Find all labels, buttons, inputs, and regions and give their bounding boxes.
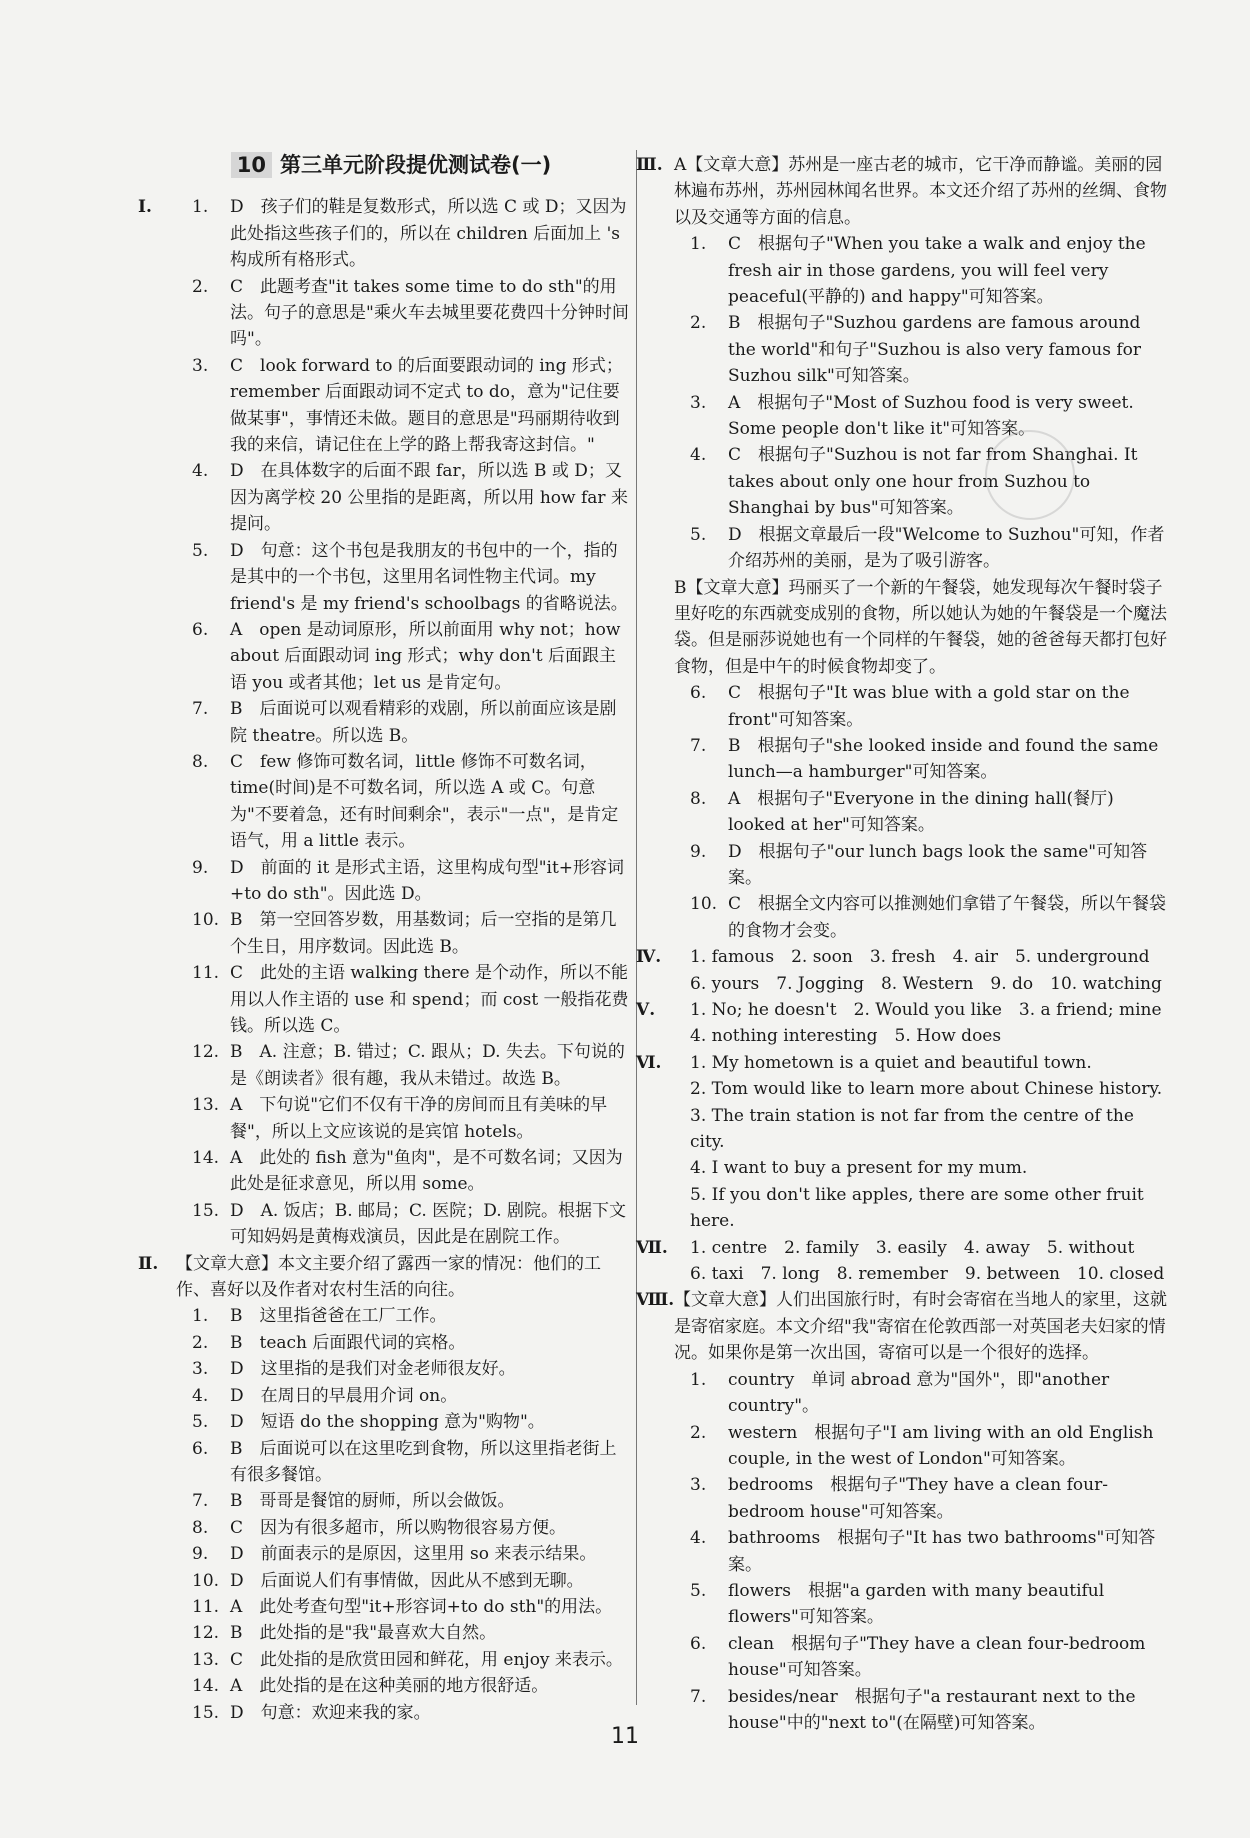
item-number: 13. — [192, 1649, 220, 1670]
answer-item — [172, 1303, 630, 1329]
item-number: 4. — [192, 461, 209, 482]
item-number: 3. — [192, 1359, 209, 1380]
item-text: D 前面表示的是原因，这里用 so 来表示结果。 — [230, 1544, 597, 1565]
item-text: B 后面说可以在这里吃到食物，所以这里指老街上有很多餐馆。 — [230, 1438, 617, 1485]
item-number: 7. — [192, 1491, 209, 1512]
answer-line: 4. I want to buy a present for my mum. — [690, 1158, 1028, 1179]
answer-item — [670, 1631, 1172, 1684]
title-text: 第三单元阶段提优测试卷(一) — [280, 153, 552, 177]
answer-item — [172, 1647, 630, 1673]
item-number: 2. — [690, 1422, 707, 1443]
answer-item — [172, 907, 630, 960]
section-5-lines — [670, 997, 1172, 1050]
item-text: B 根据句子"she looked inside and found the same lunch—a hamburger"可知答案。 — [728, 735, 1159, 783]
item-text: D 后面说人们有事情做，因此从不感到无聊。 — [230, 1570, 584, 1591]
item-number: 10. — [690, 894, 718, 915]
answer-item — [172, 1488, 630, 1514]
answer-item — [172, 1409, 630, 1435]
section-4-label: Ⅳ. — [636, 947, 662, 968]
item-number: 11. — [192, 1596, 220, 1617]
answer-line: 3. The train station is not far from the centre of the city. — [690, 1105, 1134, 1153]
right-column — [636, 152, 1172, 1736]
answer-item — [172, 1673, 630, 1699]
section-2 — [138, 1251, 630, 1726]
item-text: D A. 饭店；B. 邮局；C. 医院；D. 剧院。根据下文可知妈妈是黄梅戏演员，因此是在剧院工作。 — [230, 1200, 627, 1248]
answer-item — [670, 231, 1172, 310]
item-text: B 哥哥是餐馆的厨师，所以会做饭。 — [230, 1491, 515, 1512]
answer-item — [172, 194, 630, 273]
item-text: C 此处的主语 walking there 是个动作，所以不能用以人作主语的 use 和 spend；而 cost 一般指花费钱。所以选 C。 — [230, 963, 629, 1036]
item-number: 3. — [192, 355, 209, 376]
answer-line: 1. No; he doesn't 2. Would you like 3. a friend; mine — [690, 1000, 1162, 1020]
item-text: B A. 注意；B. 错过；C. 跟从；D. 失去。下句说的是《朗读者》很有趣，我从未错过。故选 B。 — [230, 1042, 625, 1089]
item-text: flowers 根据"a garden with many beautiful flowers"可知答案。 — [728, 1580, 1105, 1628]
item-text: D 句意：这个书包是我朋友的书包中的一个，指的是其中的一个书包，这里用名词性物主代词。my friend's 是 my friend's schoolbags 的省略说法。 — [230, 540, 628, 614]
item-number: 3. — [690, 1475, 707, 1496]
item-number: 4. — [192, 1385, 209, 1406]
item-number: 12. — [192, 1623, 220, 1644]
item-number: 11. — [192, 963, 220, 984]
item-number: 4. — [690, 1528, 707, 1549]
item-text: bedrooms 根据句子"They have a clean four-bedroom house"可知答案。 — [728, 1475, 1108, 1522]
answer-item — [172, 1356, 630, 1382]
item-number: 14. — [192, 1148, 220, 1169]
item-number: 1. — [690, 234, 707, 255]
item-text: D 在周日的早晨用介词 on。 — [230, 1385, 458, 1406]
answer-item — [172, 1515, 630, 1541]
item-text: B 这里指爸爸在工厂工作。 — [230, 1306, 447, 1327]
item-text: B 此处指的是"我"最喜欢大自然。 — [230, 1623, 497, 1644]
item-number: 2. — [192, 1332, 209, 1353]
answer-item — [172, 458, 630, 537]
item-text: C look forward to 的后面要跟动词的 ing 形式；remember 后面跟动词不定式 to do，意为"记住要做某事"，事情还未做。题目的意思是"玛丽期待收到我的来信，请记住在上学的路上帮我寄这封信。" — [230, 355, 623, 456]
answer-line: 1. famous 2. soon 3. fresh 4. air 5. underground — [690, 947, 1150, 968]
section-7 — [636, 1235, 1172, 1288]
item-text: D 这里指的是我们对金老师很友好。 — [230, 1359, 516, 1380]
section-1-items — [172, 194, 630, 1250]
item-number: 7. — [690, 1686, 707, 1707]
answer-item — [172, 1039, 630, 1092]
item-number: 9. — [690, 841, 707, 862]
item-text: B teach 后面跟代词的宾格。 — [230, 1332, 466, 1353]
item-text: C 根据句子"It was blue with a gold star on the front"可知答案。 — [728, 683, 1130, 730]
section-3-label: Ⅲ. — [636, 155, 663, 175]
section-2-label: Ⅱ. — [138, 1253, 159, 1274]
answer-item — [172, 1620, 630, 1646]
item-number: 13. — [192, 1095, 220, 1116]
section-1-label: Ⅰ. — [138, 197, 152, 218]
answer-item — [670, 1578, 1172, 1631]
answer-item — [172, 960, 630, 1039]
item-text: B 根据句子"Suzhou gardens are famous around the world"和句子"Suzhou is also very famous for Suzhou silk"可知答案。 — [728, 313, 1142, 387]
item-number: 10. — [192, 910, 220, 931]
item-text: C 因为有很多超市，所以购物很容易方便。 — [230, 1517, 567, 1538]
item-text: C few 修饰可数名词，little 修饰不可数名词，time(时间)是不可数名词，所以选 A 或 C。句意为"不要着急，还有时间剩余"，表示"一点"，是肯定语气，用 a little 表示。 — [230, 751, 619, 852]
answer-line: 4. nothing interesting 5. How does — [690, 1026, 1002, 1047]
item-number: 6. — [690, 683, 707, 704]
answer-item — [670, 891, 1172, 944]
item-number: 10. — [192, 1570, 220, 1591]
answer-item — [670, 390, 1172, 443]
item-text: bathrooms 根据句子"It has two bathrooms"可知答案。 — [728, 1528, 1156, 1575]
section-8 — [636, 1287, 1172, 1736]
answer-item — [670, 786, 1172, 839]
answer-item — [670, 839, 1172, 892]
item-number: 7. — [690, 735, 707, 756]
item-number: 12. — [192, 1042, 220, 1063]
item-number: 5. — [690, 524, 707, 545]
item-text: D 根据句子"our lunch bags look the same"可知答案。 — [728, 841, 1148, 888]
item-text: western 根据句子"I am living with an old English couple, in the west of London"可知答案。 — [728, 1422, 1154, 1469]
answer-item — [670, 1367, 1172, 1420]
answer-item — [172, 1594, 630, 1620]
column-divider — [636, 150, 637, 1705]
answer-item — [172, 617, 630, 696]
item-text: D 孩子们的鞋是复数形式，所以选 C 或 D；又因为此处指这些孩子们的，所以在 children 后面加上 's 构成所有格形式。 — [230, 197, 627, 271]
section-3b-summary: B【文章大意】玛丽买了一个新的午餐袋，她发现每次午餐时袋子里好吃的东西就变成别的食物，所以她认为她的午餐袋是一个魔法袋。但是丽莎说她也有一个同样的午餐袋，她的爸爸每天都打包好食物，但是中午的时候食物却变了。 — [674, 577, 1167, 677]
left-column — [138, 148, 630, 1726]
item-text: besides/near 根据句子"a restaurant next to the house"中的"next to"(在隔壁)可知答案。 — [728, 1686, 1136, 1733]
answer-item — [172, 696, 630, 749]
item-number: 3. — [690, 392, 707, 413]
item-text: C 此处指的是欣赏田园和鲜花，用 enjoy 来表示。 — [230, 1649, 623, 1670]
item-number: 6. — [690, 1633, 707, 1654]
section-4-lines — [670, 944, 1172, 997]
answer-item — [172, 1330, 630, 1356]
item-text: country 单词 abroad 意为"国外"，即"another country"。 — [728, 1369, 1110, 1417]
item-number: 4. — [690, 445, 707, 466]
item-number: 5. — [192, 1412, 209, 1433]
answer-item — [670, 1420, 1172, 1473]
section-8-label: Ⅷ. — [636, 1290, 675, 1311]
item-number: 9. — [192, 857, 209, 878]
item-text: A 根据句子"Most of Suzhou food is very sweet. Some people don't like it"可知答案。 — [728, 392, 1134, 440]
item-number: 2. — [192, 276, 209, 297]
section-6 — [636, 1050, 1172, 1235]
item-number: 15. — [192, 1200, 220, 1221]
section-5-label: Ⅴ. — [636, 1000, 656, 1020]
item-number: 8. — [192, 751, 209, 772]
answer-item — [670, 1472, 1172, 1525]
answer-item — [172, 1700, 630, 1726]
item-number: 6. — [192, 619, 209, 640]
item-number: 5. — [192, 540, 209, 561]
item-text: A 此处指的是在这种美丽的地方很舒适。 — [230, 1676, 549, 1697]
item-text: D 短语 do the shopping 意为"购物"。 — [230, 1412, 545, 1433]
item-number: 1. — [690, 1369, 707, 1390]
item-text: C 此题考查"it takes some time to do sth"的用法。句子的意思是"乘火车去城里要花费四十分钟时间吗"。 — [230, 276, 629, 350]
section-4 — [636, 944, 1172, 997]
answer-line: 6. yours 7. Jogging 8. Western 9. do 10. watching — [690, 973, 1162, 994]
item-number: 14. — [192, 1676, 220, 1697]
item-number: 6. — [192, 1438, 209, 1459]
item-text: B 后面说可以观看精彩的戏剧，所以前面应该是剧院 theatre。所以选 B。 — [230, 699, 617, 746]
item-text: D 前面的 it 是形式主语，这里构成句型"it+形容词+to do sth"。因此选 D。 — [230, 857, 625, 904]
item-text: D 句意：欢迎来我的家。 — [230, 1702, 431, 1723]
section-3a-summary: A【文章大意】苏州是一座古老的城市，它干净而静谧。美丽的园林遍布苏州，苏州园林闻名世界。本文还介绍了苏州的丝绸、食物以及交通等方面的信息。 — [674, 155, 1167, 228]
answer-item — [172, 855, 630, 908]
title-number: 10 — [231, 152, 272, 178]
item-text: A 下句说"它们不仅有干净的房间而且有美味的早餐"，所以上文应该说的是宾馆 hotels。 — [230, 1095, 608, 1142]
item-text: C 根据全文内容可以推测她们拿错了午餐袋，所以午餐袋的食物才会变。 — [728, 894, 1167, 941]
answer-line: 1. centre 2. family 3. easily 4. away 5. without — [690, 1237, 1135, 1258]
item-number: 5. — [690, 1580, 707, 1601]
answer-item — [172, 1145, 630, 1198]
item-text: D 根据文章最后一段"Welcome to Suzhou"可知，作者介绍苏州的美丽，是为了吸引游客。 — [728, 524, 1165, 572]
item-number: 15. — [192, 1702, 220, 1723]
item-text: D 在具体数字的后面不跟 far，所以选 B 或 D；又因为离学校 20 公里指的是距离，所以用 how far 来提问。 — [230, 461, 628, 535]
answer-item — [670, 310, 1172, 389]
page-title — [152, 152, 630, 178]
answer-item — [172, 1568, 630, 1594]
answer-item — [670, 1525, 1172, 1578]
section-6-label: Ⅵ. — [636, 1052, 662, 1073]
answer-item — [172, 274, 630, 353]
section-7-lines — [670, 1235, 1172, 1288]
section-2-items — [172, 1303, 630, 1726]
answer-item — [172, 1198, 630, 1251]
section-6-lines — [670, 1050, 1172, 1235]
answer-item — [172, 353, 630, 459]
item-number: 7. — [192, 699, 209, 720]
item-text: C 根据句子"Suzhou is not far from Shanghai. It takes about only one hour from Suzhou to Shanghai by bus"可知答案。 — [728, 445, 1138, 519]
item-text: A 根据句子"Everyone in the dining hall(餐厅) looked at her"可知答案。 — [728, 788, 1114, 836]
answer-item — [670, 680, 1172, 733]
item-text: A 此处考查句型"it+形容词+to do sth"的用法。 — [230, 1596, 613, 1617]
answer-item — [172, 1541, 630, 1567]
answer-line: 2. Tom would like to learn more about Chinese history. — [690, 1079, 1163, 1100]
item-text: B 第一空回答岁数，用基数词；后一空指的是第几个生日，用序数词。因此选 B。 — [230, 910, 617, 957]
section-7-label: Ⅶ. — [636, 1237, 668, 1258]
item-number: 8. — [690, 788, 707, 809]
answer-item — [670, 733, 1172, 786]
section-3b-items — [670, 680, 1172, 944]
item-text: C 根据句子"When you take a walk and enjoy the fresh air in those gardens, you will feel very peaceful(平静的) and happy"可知答案。 — [728, 234, 1146, 308]
section-3 — [636, 152, 1172, 944]
answer-line: 1. My hometown is a quiet and beautiful town. — [690, 1052, 1092, 1073]
item-number: 1. — [192, 197, 209, 218]
item-text: A 此处的 fish 意为"鱼肉"，是不可数名词；又因为此处是征求意见，所以用 some。 — [230, 1148, 623, 1195]
item-text: A open 是动词原形，所以前面用 why not；how about 后面跟动词 ing 形式；why don't 后面跟主语 you 或者其他；let us 是肯定句。 — [230, 619, 621, 693]
answer-line: 6. taxi 7. long 8. remember 9. between 10. closed — [690, 1264, 1165, 1285]
section-5 — [636, 997, 1172, 1050]
answer-line: 5. If you don't like apples, there are some other fruit here. — [690, 1184, 1144, 1232]
faint-stamp-seal — [985, 430, 1075, 520]
section-8-items — [670, 1367, 1172, 1737]
item-number: 9. — [192, 1544, 209, 1565]
answer-item — [172, 1383, 630, 1409]
section-3a-items — [670, 231, 1172, 574]
item-number: 8. — [192, 1517, 209, 1538]
answer-item — [172, 1436, 630, 1489]
answer-item — [670, 522, 1172, 575]
item-number: 1. — [192, 1306, 209, 1327]
section-1 — [138, 194, 630, 1250]
item-text: clean 根据句子"They have a clean four-bedroom house"可知答案。 — [728, 1633, 1146, 1681]
answer-item — [670, 442, 1172, 521]
item-number: 2. — [690, 313, 707, 334]
section-8-summary: 【文章大意】人们出国旅行时，有时会寄宿在当地人的家里，这就是寄宿家庭。本文介绍"我"寄宿在伦敦西部一对英国老夫妇家的情况。如果你是第一次出国，寄宿可以是一个很好的选择。 — [674, 1290, 1167, 1364]
section-2-summary: 【文章大意】本文主要介绍了露西一家的情况：他们的工作、喜好以及作者对农村生活的向往。 — [176, 1253, 601, 1301]
answer-item — [172, 749, 630, 855]
answer-item — [172, 538, 630, 617]
page-number: 11 — [611, 1724, 639, 1749]
answer-item — [172, 1092, 630, 1145]
